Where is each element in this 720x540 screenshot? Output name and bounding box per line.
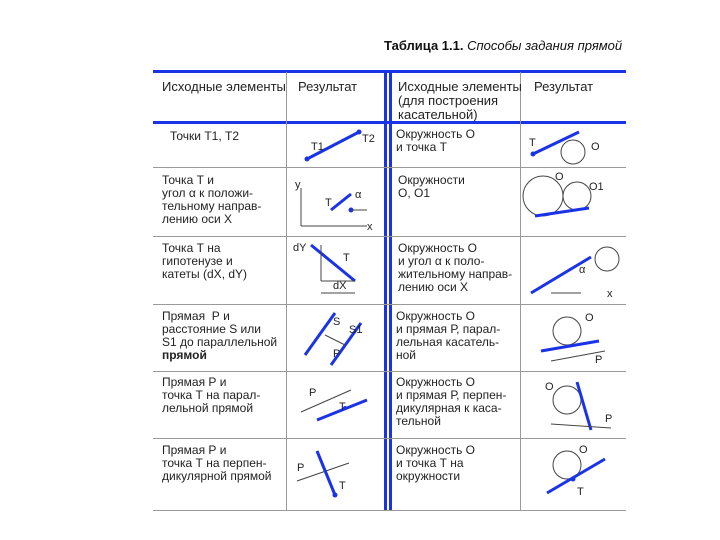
label-o: О: [555, 171, 564, 183]
label-t: Т: [339, 401, 346, 413]
label-o: О: [579, 444, 588, 456]
distance-dim: [325, 335, 345, 345]
table-number: Таблица 1.1.: [384, 38, 464, 53]
label-t2: Т2: [362, 133, 375, 145]
header-right-elements: Исходные элементы (для построения касательной): [398, 79, 522, 122]
bottom-line: [153, 510, 626, 511]
row1-right-text: Окружность О и точка Т: [396, 127, 476, 154]
common-tangent: [535, 208, 589, 216]
row5-left-text: Прямая Р и точка Т на парал- лельной прямой: [162, 375, 261, 415]
center-double-line-a: [384, 70, 387, 510]
tangent: [547, 459, 605, 493]
point-t: [571, 477, 576, 482]
row4-left-text: Прямая Р и расстояние S или S1 до параллельной: [162, 309, 278, 349]
row5-right-text: Окружность О и прямая Р, перпен- дикулярная к каса- тельной: [396, 375, 507, 428]
header-left-elements: Исходные элементы: [162, 79, 286, 94]
label-alpha: α: [579, 264, 586, 276]
fig-circle-tangent-point: [521, 122, 625, 167]
angled-line: [331, 194, 351, 210]
label-s: S: [333, 316, 341, 328]
table-caption: Способы задания прямой: [467, 38, 623, 53]
fig-circle-parallel-tangent: [521, 305, 625, 371]
row1-left-text: Точки Т1, Т2: [170, 129, 240, 143]
point-t: [531, 152, 536, 157]
label-t: Т: [325, 197, 332, 209]
row4-right-text: Окружность О и прямая Р, парал- лельная касатель- ной: [396, 309, 501, 362]
label-y: y: [295, 179, 301, 191]
circle-o: [553, 317, 581, 345]
label-t: Т: [529, 137, 536, 149]
fig-perpendicular-line: [287, 439, 383, 509]
header-right-result: Результат: [534, 79, 594, 94]
fig-parallel-line: [287, 372, 383, 438]
circle-o: [595, 247, 619, 271]
label-t1: Т1: [311, 141, 324, 153]
label-s1: S1: [349, 324, 363, 336]
fig-circle-perpendicular-tangent: [521, 372, 625, 438]
label-x: x: [607, 288, 613, 300]
label-t: Т: [343, 252, 350, 264]
point-t1: [305, 157, 310, 162]
tangent: [541, 341, 599, 351]
fig-line-distance: [287, 305, 383, 371]
label-t: Т: [577, 486, 584, 498]
point-t: [333, 493, 338, 498]
row3-left-text: Точка Т на гипотенузе и катеты (dX, dY): [162, 241, 248, 281]
label-o: О: [591, 141, 600, 153]
circle-o1: [563, 182, 591, 210]
label-p: P: [595, 354, 603, 366]
tangent: [533, 132, 579, 154]
fig-two-circles-tangent: [521, 168, 625, 236]
fig-two-points: [287, 122, 383, 167]
label-p: P: [605, 413, 613, 425]
row6-right-text: Окружность О и точка Т на окружности: [396, 443, 476, 483]
label-dx: dX: [333, 280, 347, 292]
label-o: О: [545, 381, 554, 393]
row6-left-text: Прямая Р и точка Т на перпен- дикулярной прямой: [162, 443, 272, 483]
center-double-line-b: [389, 70, 392, 510]
fig-circle-point-tangent: [521, 439, 625, 509]
point-t2: [357, 130, 362, 135]
row4-left-bold: прямой: [162, 348, 207, 362]
label-p: P: [333, 348, 341, 360]
row3-right-text: Окружность О и угол α к поло- жительному направ- лению оси Х: [398, 241, 513, 294]
label-o1: О1: [589, 181, 604, 193]
header-left-result: Результат: [298, 79, 358, 94]
line-p: [551, 424, 611, 428]
label-p: P: [297, 462, 305, 474]
label-dy: dY: [293, 242, 307, 254]
fig-point-angle: [287, 168, 383, 236]
fig-circle-angle-tangent: [521, 237, 625, 304]
label-p: P: [309, 387, 317, 399]
label-o: О: [585, 312, 594, 324]
label-x: x: [367, 221, 373, 233]
label-alpha: α: [355, 189, 362, 201]
row2-right-text: Окружности О, О1: [398, 173, 465, 200]
circle-o: [561, 140, 585, 164]
line-p: [305, 313, 335, 355]
fig-hypotenuse-catheti: [287, 237, 383, 304]
row2-left-text: Точка Т и угол α к положи- тельному направ- лению оси Х: [162, 173, 262, 226]
circle-o: [553, 386, 581, 414]
label-t: Т: [339, 480, 346, 492]
